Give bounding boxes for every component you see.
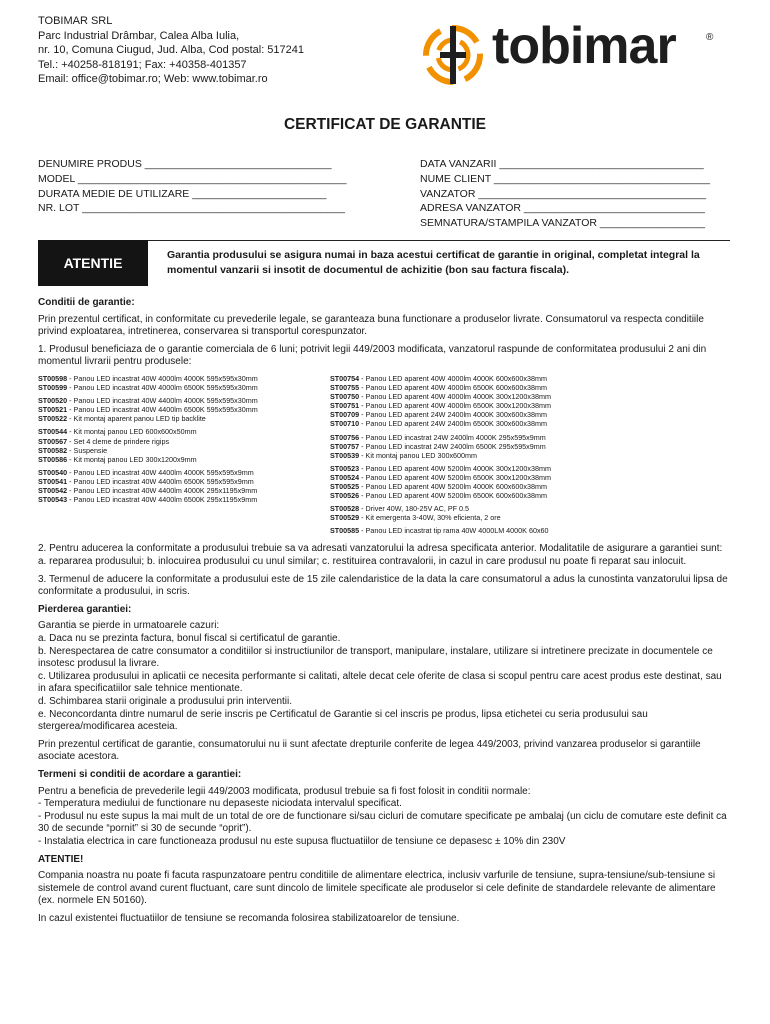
product-description: - Panou LED aparent 40W 5200lm 4000K 600x600x38mm	[359, 482, 547, 491]
product-item	[330, 433, 602, 442]
product-item	[330, 392, 602, 401]
product-code: ST00599	[38, 383, 68, 393]
tobimar-logo	[422, 17, 722, 90]
field-adresa-vanzator: ADRESA VANZATOR _______________________________	[420, 202, 705, 215]
product-code: ST00521	[38, 405, 68, 415]
product-code: ST00598	[38, 373, 68, 383]
products-list	[38, 374, 732, 540]
final-paragraph: In cazul existentei fluctuatiilor de tensiune se recomanda folosirea stabilizatoarelor de tensiune.	[38, 912, 460, 924]
product-item	[38, 374, 310, 383]
product-item	[38, 486, 310, 495]
product-description: - Driver 40W, 180-25V AC, PF 0.5	[359, 504, 470, 514]
field-vanzator: VANZATOR _______________________________________	[420, 187, 707, 200]
pierdere-item-c: c. Utilizarea produsului in aplicatii ce necesita performante si calitati, altele decat cele oferite de clasa si scopul pentru care acest produs este destinat, sau in afara specificatiilor sale tehnice mentionate.	[38, 670, 722, 695]
product-description: - Kit montaj panou LED 300x1200x9mm	[67, 454, 197, 464]
product-item	[38, 495, 310, 504]
product-item	[330, 419, 602, 428]
product-description: - Panou LED aparent 24W 2400lm 6500K 300x600x38mm	[359, 419, 547, 429]
drepturi-paragraph: Prin prezentul certificat de garantie, consumatorului nu ii sunt afectate drepturile conferite de legea 449/2003, privind vanzarea produselor si garantiile asociate acestora.	[38, 738, 701, 763]
product-item	[330, 473, 602, 482]
product-description: - Panou LED incastrat 24W 2400lm 4000K 295x595x9mm	[359, 432, 546, 442]
field-model: MODEL ______________________________________________	[38, 172, 347, 185]
product-code: ST00520	[38, 396, 68, 406]
company-email: Email: office@tobimar.ro; Web: www.tobimar.ro	[38, 73, 268, 85]
product-item	[38, 405, 310, 414]
product-code: ST00525	[330, 482, 360, 491]
field-nume-client: NUME CLIENT _____________________________________	[420, 172, 710, 185]
product-code: ST00529	[330, 513, 360, 523]
product-description: - Panou LED aparent 24W 2400lm 4000K 300x600x38mm	[359, 410, 547, 420]
termeni-item-3: - Instalatia electrica in care functioneaza produsul nu este supusa fluctuatiilor de tensiune ce depasesc ± 10% din 230V	[38, 835, 566, 847]
product-code: ST00585	[330, 526, 360, 536]
logo-text: tobimar	[492, 17, 676, 75]
paragraph-2: 2. Pentru aducerea la conformitate a produsului trebuie sa va adresati vanzatorului la adresa specificata anterior. Modalitatile de asigurare a garantiei sunt: a. repararea produsului; b. inlocuirea produsului cu unul similar; c. restituirea contravalorii, in cazul in care produsul nu poate fi reparat sau inlocuit.	[38, 543, 723, 568]
product-group	[330, 464, 602, 500]
pierdere-item-a: a. Daca nu se prezinta factura, bonul fiscal si certificatul de garantie.	[38, 633, 341, 645]
product-group	[330, 526, 602, 535]
product-item	[38, 427, 310, 436]
product-description: - Panou LED incastrat 40W 4400lm 6500K 295x1195x9mm	[67, 495, 258, 505]
products-column-right	[330, 374, 602, 540]
product-code: ST00540	[38, 467, 68, 477]
field-nr-lot: NR. LOT _____________________________________________	[38, 202, 345, 215]
atentie2-heading: ATENTIE!	[38, 853, 84, 865]
product-item	[330, 374, 602, 383]
product-group	[38, 374, 310, 392]
product-item	[330, 504, 602, 513]
product-code: ST00757	[330, 441, 360, 451]
document-body	[38, 297, 732, 931]
product-description: - Panou LED aparent 40W 4000lm 6500K 600x600x38mm	[359, 383, 547, 393]
product-code: ST00750	[330, 392, 360, 402]
product-description: - Kit montaj aparent panou LED tip backlite	[67, 414, 206, 424]
product-item	[330, 464, 602, 473]
product-code: ST00543	[38, 495, 68, 505]
pierdere-item-d: d. Schimbarea starii originale a produsului prin interventii.	[38, 696, 293, 707]
paragraph-3: 3. Termenul de aducere la conformitate a produsului este de 15 zile calendaristice de la data la care consumatorul a adus la cunostinta vanzatorului lipsa de conformitate a produsului, in scris.	[38, 573, 728, 598]
product-description: - Panou LED aparent 40W 5200lm 6500K 600x600x38mm	[359, 491, 547, 501]
product-description: - Panou LED incastrat 40W 4400lm 4000K 595x595x30mm	[67, 396, 258, 406]
product-group	[330, 374, 602, 429]
product-code: ST00544	[38, 427, 68, 437]
product-code: ST00756	[330, 432, 360, 442]
product-description: - Panou LED aparent 40W 4000lm 6500K 300x1200x38mm	[359, 401, 551, 411]
termeni-item-2: - Produsul nu este supus la mai mult de un total de ore de functionare si/sau cicluri de comutare specificate pe ambalaj (un ciclu de comutare este definit ca 30 de secunde “pornit” si 30 de secunde “oprit”).	[38, 810, 727, 835]
product-description: - Panou LED aparent 40W 5200lm 6500K 300x1200x38mm	[359, 472, 551, 482]
conditii-intro: Prin prezentul certificat, in conformitate cu prevederile legale, se garanteaza buna functionare a produselor livrate. Consumatorul va respecta conditiile privind exploatarea, intretinerea, conservarea si transportul corespunzator.	[38, 313, 704, 338]
product-code: ST00751	[330, 401, 360, 411]
product-group	[38, 396, 310, 423]
paragraph-1: 1. Produsul beneficiaza de o garantie comerciala de 6 luni; potrivit legii 449/2003 modificata, vanzatorul raspunde de conformitatea produsului 2 ani din momentul livrarii pentru produsele:	[38, 343, 707, 368]
product-description: - Kit montaj panou LED 600x600x50mm	[67, 427, 197, 437]
registered-mark: ®	[706, 32, 714, 43]
product-description: - Panou LED incastrat 40W 4000lm 4000K 595x595x30mm	[67, 373, 258, 383]
product-description: - Panou LED incastrat 40W 4400lm 6500K 595x595x30mm	[67, 405, 258, 415]
product-description: - Kit emergenta 3-40W, 30% eficienta, 2 ore	[359, 513, 501, 523]
product-item	[38, 414, 310, 423]
product-item	[38, 468, 310, 477]
product-description: - Suspensie	[67, 445, 108, 455]
field-data-vanzarii: DATA VANZARII ___________________________________	[420, 158, 704, 170]
company-info	[38, 14, 418, 87]
termeni-heading: Termeni si conditii de acordare a garantiei:	[38, 768, 242, 780]
product-code: ST00542	[38, 486, 68, 495]
product-description: - Panou LED incastrat 40W 4400lm 4000K 595x595x9mm	[67, 467, 254, 477]
products-column-left	[38, 374, 310, 540]
product-item	[330, 410, 602, 419]
product-group	[330, 433, 602, 460]
product-item	[330, 401, 602, 410]
product-description: - Kit montaj panou LED 300x600mm	[359, 450, 478, 460]
product-item	[330, 451, 602, 460]
company-phone: Tel.: +40258-818191; Fax: +40358-401357	[38, 58, 247, 71]
product-item	[38, 396, 310, 405]
field-denumire-produs: DENUMIRE PRODUS ________________________________	[38, 158, 332, 170]
product-item	[330, 526, 602, 535]
product-code: ST00755	[330, 383, 360, 393]
product-code: ST00541	[38, 476, 68, 486]
termeni-intro: Pentru a beneficia de prevederile legii 449/2003 modificata, produsul trebuie sa fi fost folosit in conditii normale:	[38, 785, 531, 797]
product-code: ST00523	[330, 463, 360, 473]
product-description: - Panou LED incastrat 40W 4400lm 4000K 295x1195x9mm	[67, 486, 258, 495]
product-description: - Panou LED aparent 40W 5200lm 4000K 300x1200x38mm	[359, 463, 551, 473]
product-code: ST00522	[38, 414, 68, 424]
product-description: - Set 4 cleme de prindere rigips	[67, 436, 170, 446]
product-description: - Panou LED aparent 40W 4000lm 4000K 300x1200x38mm	[359, 392, 551, 402]
product-group	[330, 504, 602, 522]
atentie-label: ATENTIE	[38, 240, 148, 286]
product-item	[330, 482, 602, 491]
product-description: - Panou LED incastrat tip rama 40W 4000LM 4000K 60x60	[359, 526, 549, 536]
product-item	[38, 477, 310, 486]
atentie-text: Garantia produsului se asigura numai in baza acestui certificat de garantie in original, completat integral la momentul vanzarii si insotit de documentul de achizitie (bon sau factura fiscala).	[167, 249, 700, 276]
field-semnatura: SEMNATURA/STAMPILA VANZATOR __________________	[420, 217, 706, 230]
company-name: TOBIMAR SRL	[38, 15, 113, 27]
product-description: - Panou LED aparent 40W 4000lm 4000K 600x600x38mm	[359, 373, 547, 383]
product-code: ST00539	[330, 450, 360, 460]
product-code: ST00586	[38, 454, 68, 464]
product-code: ST00526	[330, 491, 360, 501]
product-code: ST00582	[38, 445, 68, 455]
product-item	[330, 383, 602, 392]
document-title: CERTIFICAT DE GARANTIE	[283, 116, 487, 133]
product-code: ST00754	[330, 373, 360, 383]
product-item	[38, 455, 310, 464]
product-description: - Panou LED incastrat 40W 4400lm 6500K 595x595x9mm	[67, 476, 254, 486]
product-item	[330, 513, 602, 522]
product-code: ST00709	[330, 410, 360, 420]
logo-mark-icon	[422, 24, 484, 86]
product-code: ST00567	[38, 436, 68, 446]
fields-left	[38, 157, 350, 216]
product-group	[38, 427, 310, 463]
product-code: ST00524	[330, 472, 360, 482]
company-address-1: Parc Industrial Drâmbar, Calea Alba Iulia,	[38, 29, 240, 42]
pierdere-intro: Garantia se pierde in urmatoarele cazuri:	[38, 620, 220, 632]
company-address-2: nr. 10, Comuna Ciugud, Jud. Alba, Cod postal: 517241	[38, 44, 305, 56]
product-group	[38, 468, 310, 504]
product-description: - Panou LED incastrat 24W 2400lm 6500K 295x595x9mm	[359, 441, 546, 451]
product-item	[38, 383, 310, 392]
pierdere-item-e: e. Neconcordanta dintre numarul de serie inscris pe Certificatul de Garantie si cel inscris pe produs, lipsa etichetei cu seria produsului sau stergerea/modificarea acesteia.	[38, 708, 648, 733]
pierdere-heading: Pierderea garantiei:	[38, 603, 132, 615]
termeni-item-1: - Temperatura mediului de functionare nu depaseste niciodata intervalul specificat.	[38, 798, 402, 810]
field-durata-medie: DURATA MEDIE DE UTILIZARE _______________________	[38, 187, 327, 200]
product-item	[38, 437, 310, 446]
atentie2-text: Compania noastra nu poate fi facuta raspunzatoare pentru conditiile de alimentare electrica, inclusiv varfurile de tensiune, supra-tensiune/sub-tensiune si sistemele de control avand curent fluctuant, care sunt dincolo de limitele specificate ale produselor si cele definite de standardele relevante de alimentare (ex. normele EN 50160).	[38, 870, 716, 907]
product-item	[330, 442, 602, 451]
product-code: ST00710	[330, 419, 360, 429]
product-item	[38, 446, 310, 455]
product-item	[330, 491, 602, 500]
fields-right	[420, 157, 732, 231]
product-code: ST00528	[330, 504, 360, 514]
conditii-heading: Conditii de garantie:	[38, 297, 135, 308]
product-description: - Panou LED incastrat 40W 4000lm 6500K 595x595x30mm	[67, 383, 258, 393]
pierdere-item-b: b. Nerespectarea de catre consumator a conditiilor si instructiunilor de transport, manipulare, instalare, utilizare si intretinere precizate in documentele ce insotesc produsul la livrare.	[38, 645, 713, 670]
